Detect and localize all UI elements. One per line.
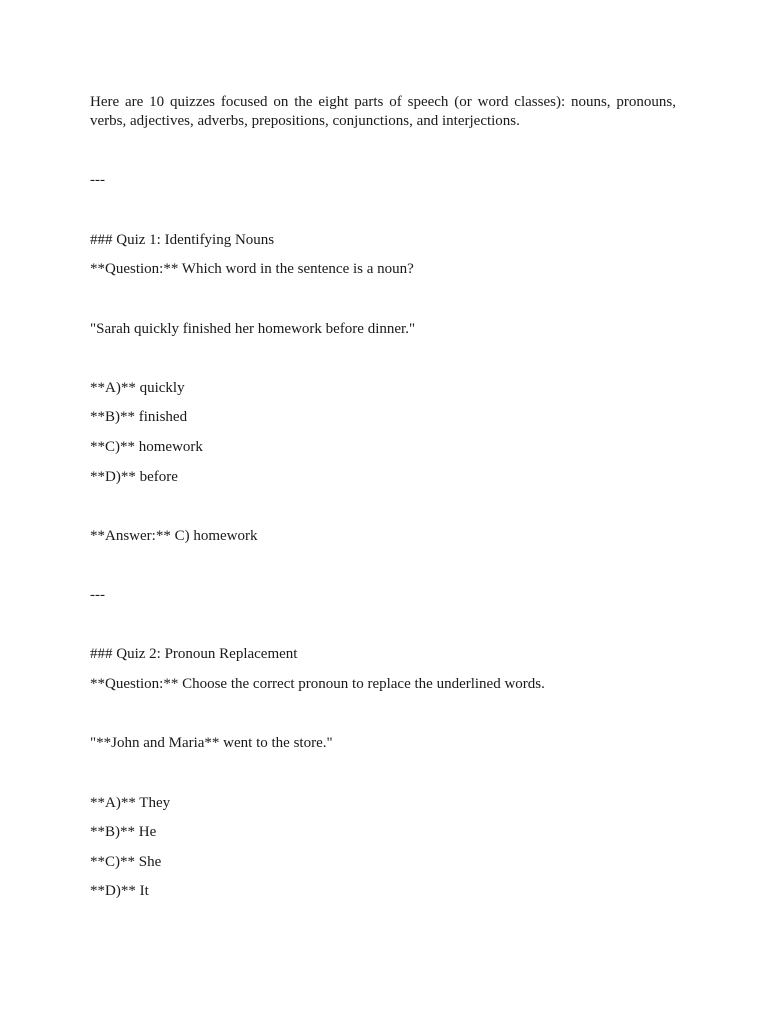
quiz-2-heading: ### Quiz 2: Pronoun Replacement — [90, 646, 298, 662]
separator: --- — [90, 587, 105, 603]
quiz-1-sentence: "Sarah quickly finished her homework before dinner." — [90, 321, 416, 337]
quiz-1-question: **Question:** Which word in the sentence is a noun? — [90, 261, 414, 277]
quiz-1-answer: **Answer:** C) homework — [90, 528, 258, 544]
quiz-2-question: **Question:** Choose the correct pronoun to replace the underlined words. — [90, 676, 545, 692]
quiz-1-option-d: **D)** before — [90, 469, 178, 485]
quiz-2-sentence: "**John and Maria** went to the store." — [90, 735, 333, 751]
quiz-2-option-d: **D)** It — [90, 883, 149, 899]
quiz-1-option-a: **A)** quickly — [90, 380, 185, 396]
quiz-1-option-b: **B)** finished — [90, 409, 188, 425]
quiz-2-option-a: **A)** They — [90, 795, 171, 811]
quiz-1-heading: ### Quiz 1: Identifying Nouns — [90, 232, 275, 248]
quiz-2-option-b: **B)** He — [90, 824, 157, 840]
separator: --- — [90, 172, 105, 188]
intro-paragraph: Here are 10 quizzes focused on the eight parts of speech (or word classes): nouns, pronouns, verbs, adjectives, adverbs, prepositions, conjunctions, and interjections. — [90, 94, 676, 129]
quiz-2-option-c: **C)** She — [90, 854, 162, 870]
quiz-1-option-c: **C)** homework — [90, 439, 203, 455]
